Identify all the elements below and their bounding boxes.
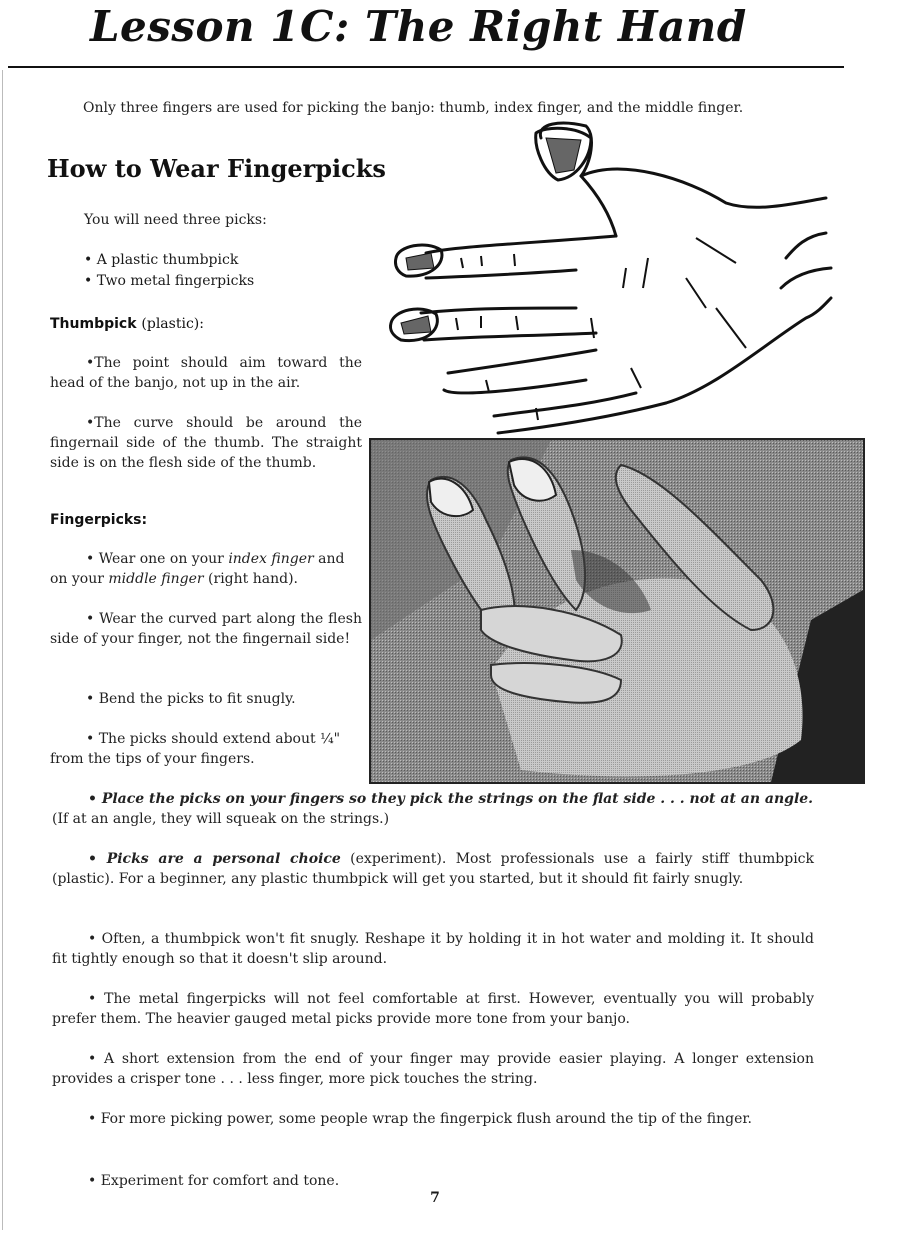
thumbpick-subheading: [50, 316, 204, 332]
pick-list: [84, 250, 254, 292]
fingerpicks-curved-text: • Wear the curved part along the flesh side of your finger, not the fingernail side!: [50, 611, 362, 647]
place-picks-bold: • Place the picks on your fingers so they pick the strings on the flat side . . . not at an angle.: [88, 791, 814, 807]
thumbpick-note: (plastic):: [141, 316, 204, 332]
place-picks-rest: (If at an angle, they will squeak on the strings.): [52, 811, 390, 827]
and-on-your-text: and on your: [50, 551, 345, 587]
section-heading: How to Wear Fingerpicks: [47, 154, 386, 183]
extension-paragraph: • A short extension from the end of your finger may provide easier playing. A longer extension provides a crisper tone . . . less finger, more pick touches the string.: [52, 1051, 814, 1087]
hand-photo: [369, 438, 865, 784]
intro-paragraph: Only three fingers are used for picking the banjo: thumb, index finger, and the middle finger.: [83, 100, 744, 116]
middle-finger-text: middle finger: [108, 571, 204, 587]
often-paragraph: • Often, a thumbpick won't fit snugly. Reshape it by holding it in hot water and molding it. It should fit tightly enough so that it doesn't slip around.: [52, 931, 814, 967]
metal-picks-paragraph: • The metal fingerpicks will not feel comfortable at first. However, eventually you will probably prefer them. The heavier gauged metal picks provide more tone from your banjo.: [52, 991, 814, 1027]
hand-drawing-illustration: [386, 118, 836, 436]
page-edge: [2, 70, 3, 1230]
fingerpicks-subheading: Fingerpicks:: [50, 512, 148, 528]
wear-prefix: • Wear one on your: [86, 551, 229, 567]
fingerpicks-extend-text: • The picks should extend about ¼" from the tips of your fingers.: [50, 731, 341, 767]
fingerpicks-bend-text: • Bend the picks to fit snugly.: [86, 691, 296, 707]
list-item: • A plastic thumbpick: [84, 250, 254, 271]
personal-choice-bold: • Picks are a personal choice: [88, 851, 341, 867]
right-hand-text: (right hand).: [203, 571, 298, 587]
place-picks-paragraph: [52, 789, 814, 829]
personal-choice-rest: (experiment). Most professionals use a fairly stiff thumbpick (plastic). For a beginner, any plastic thumbpick will get you started, but it should fit fairly snugly.: [52, 851, 814, 887]
experiment-paragraph: • Experiment for comfort and tone.: [88, 1173, 340, 1189]
page-title: Lesson 1C: The Right Hand: [90, 2, 747, 51]
index-finger-text: index finger: [228, 551, 314, 567]
thumbpick-point-text: •The point should aim toward the head of the banjo, not up in the air.: [50, 355, 362, 391]
list-item: • Two metal fingerpicks: [84, 271, 254, 292]
personal-choice-paragraph: [52, 849, 814, 889]
thumbpick-curve-text: •The curve should be around the fingernail side of the thumb. The straight side is on the flesh side of the thumb.: [50, 415, 362, 471]
need-picks-text: You will need three picks:: [84, 212, 267, 228]
title-rule: [8, 66, 844, 68]
picking-power-paragraph: • For more picking power, some people wrap the fingerpick flush around the tip of the finger.: [88, 1111, 752, 1127]
thumbpick-label: Thumbpick: [50, 316, 137, 332]
fingerpicks-wear-text: [50, 549, 366, 589]
page-number: 7: [430, 1190, 440, 1206]
